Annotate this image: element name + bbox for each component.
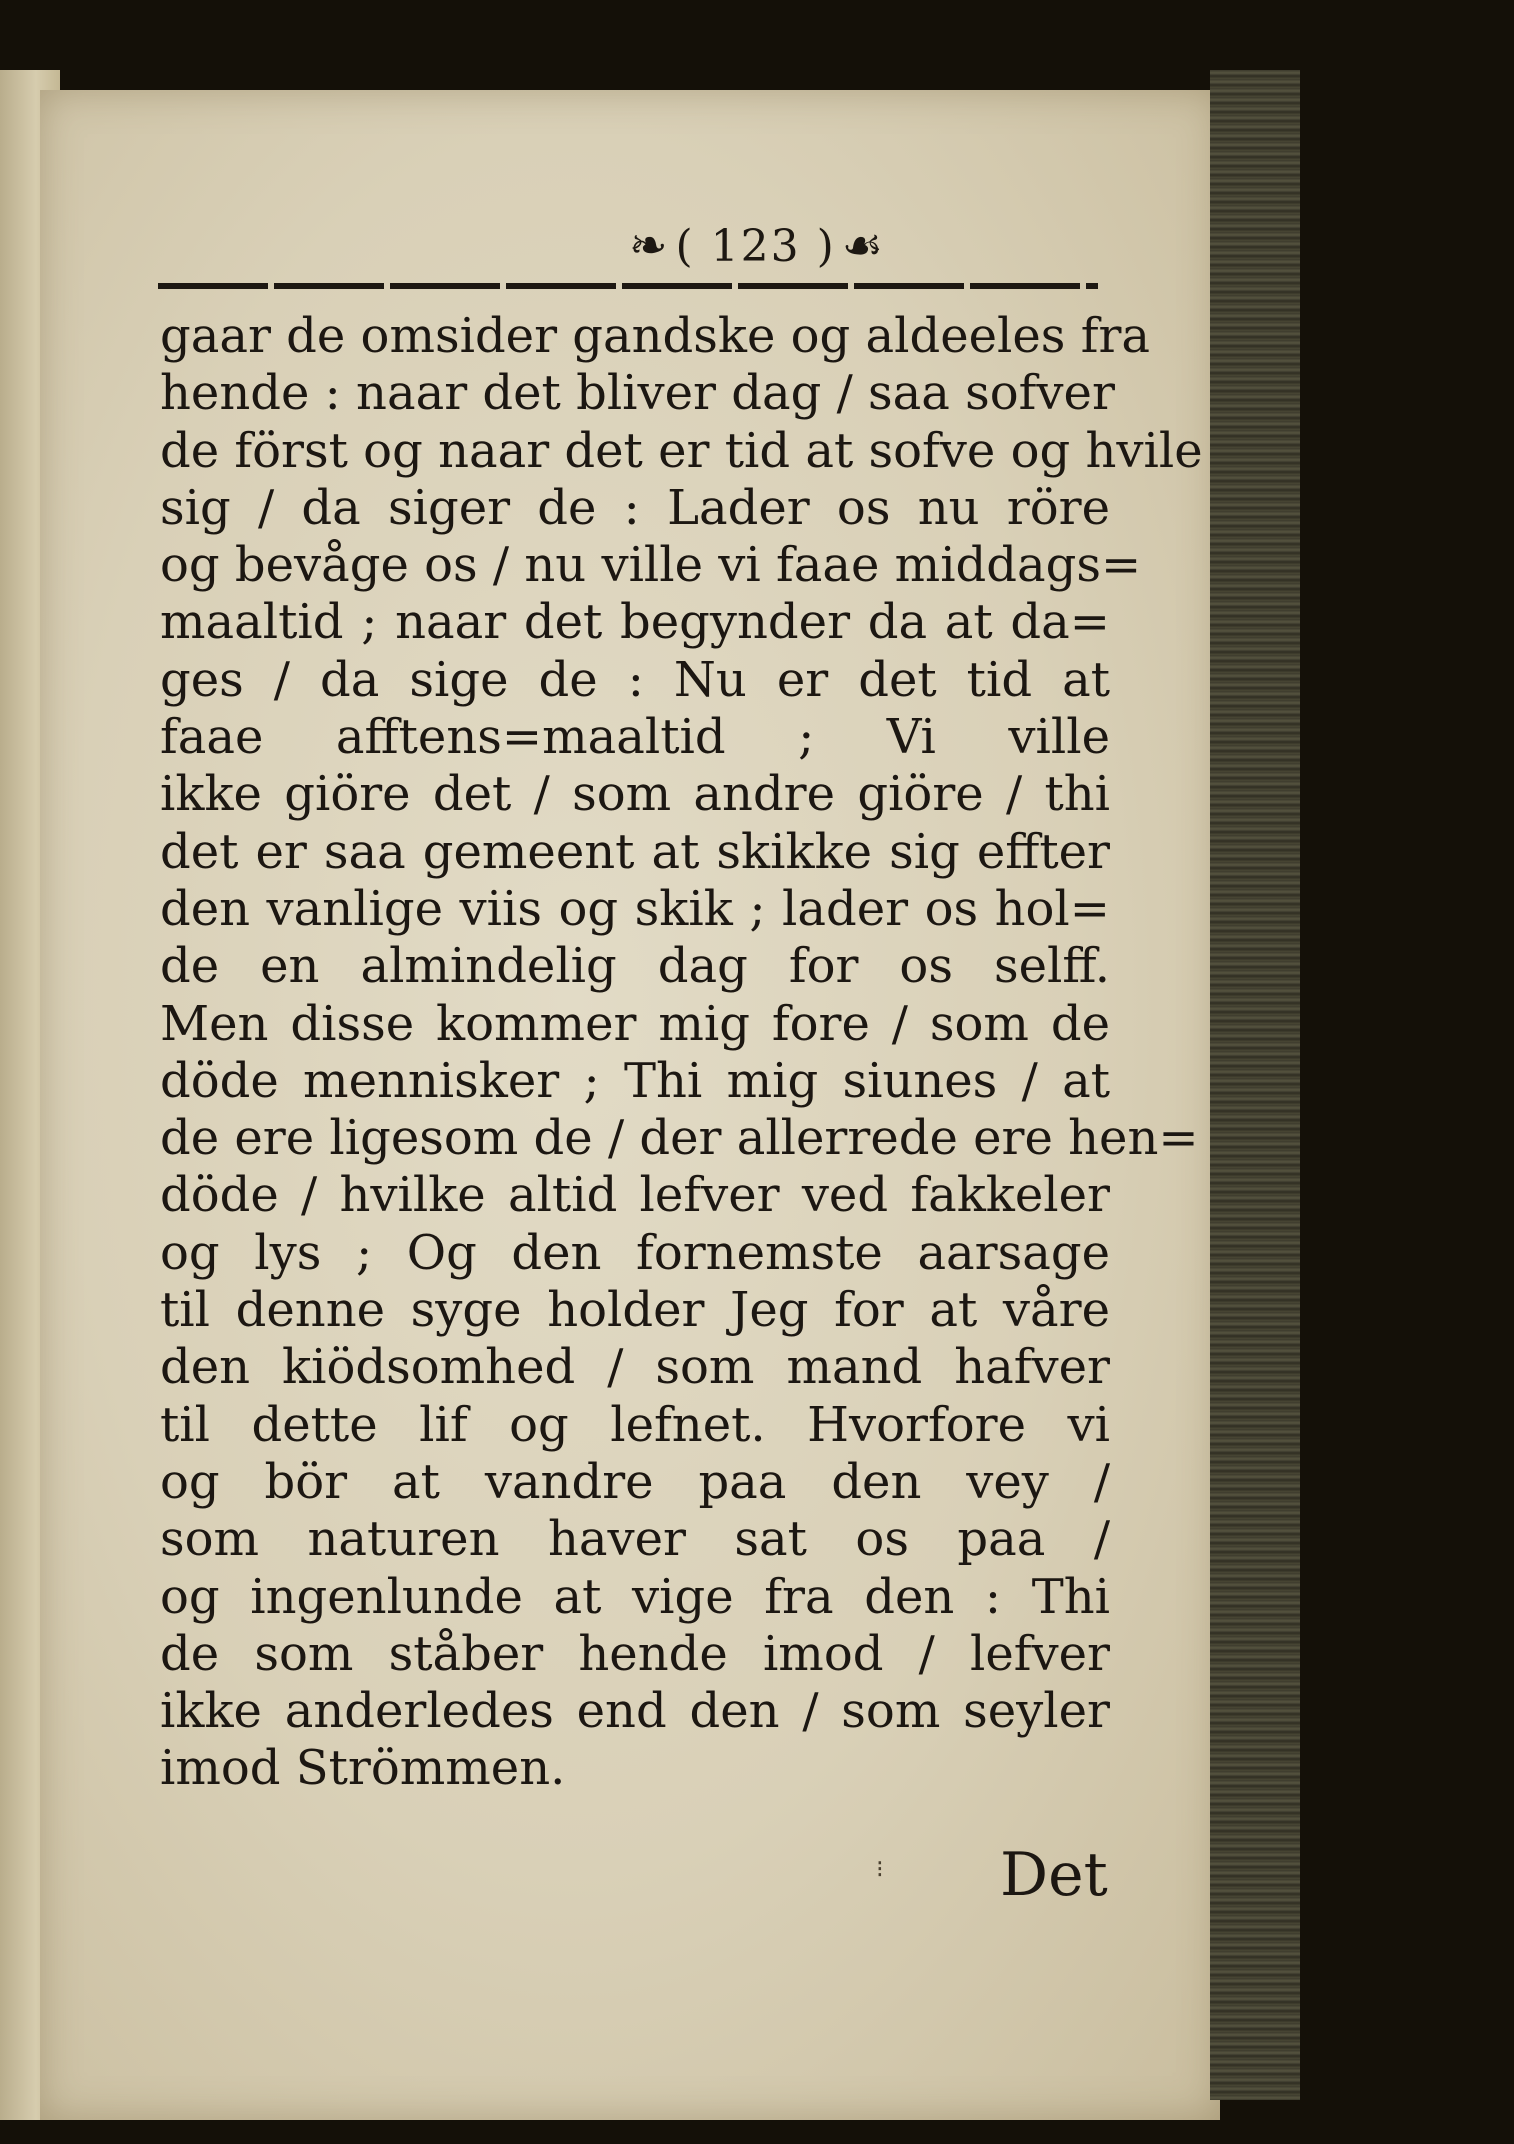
header-ornament-left: ❧: [628, 218, 670, 272]
text-line: döde / hvilke altid lefver ved fakkeler: [160, 1167, 1110, 1224]
text-line: det er saa gemeent at skikke sig effter: [160, 823, 1110, 880]
text-line: til dette lif og lefnet. Hvorfore vi: [160, 1396, 1110, 1453]
text-line: de ere ligesom de / der allerrede ere hen=: [160, 1110, 1199, 1167]
text-line: og bör at vandre paa den vey /: [160, 1453, 1110, 1510]
text-line: og ingenlunde at vige fra den : Thi: [160, 1568, 1110, 1625]
ink-speck: ⁝: [876, 1855, 884, 1883]
text-line: döde mennisker ; Thi mig siunes / at: [160, 1052, 1110, 1109]
body-text: [160, 308, 1203, 1798]
text-line: ikke giöre det / som andre giöre / thi: [160, 766, 1110, 823]
text-line: og lys ; Og den fornemste aarsage: [160, 1224, 1110, 1281]
text-line: Men disse kommer mig fore / som de: [160, 995, 1110, 1052]
catchword: Det: [1000, 1840, 1108, 1910]
text-line: maaltid ; naar det begynder da at da=: [160, 594, 1110, 651]
page-number: ( 123 ): [675, 221, 836, 272]
page-header: [0, 218, 1514, 278]
text-line: den kiödsomhed / som mand hafver: [160, 1339, 1110, 1396]
header-ornament-right: ☙: [841, 218, 886, 272]
text-line: til denne syge holder Jeg for at våre: [160, 1282, 1110, 1339]
text-line: hende : naar det bliver dag / saa sofver: [160, 365, 1115, 422]
text-line: ikke anderledes end den / som seyler: [160, 1683, 1110, 1740]
text-line: som naturen haver sat os paa /: [160, 1511, 1110, 1568]
text-line: de först og naar det er tid at sofve og hvile: [160, 422, 1203, 479]
text-line: og bevåge os / nu ville vi faae middags=: [160, 537, 1142, 594]
text-line: imod Strömmen.: [160, 1740, 566, 1797]
text-line: sig / da siger de : Lader os nu röre: [160, 479, 1110, 536]
text-line: gaar de omsider gandske og aldeeles fra: [160, 308, 1151, 364]
text-line: de som ståber hende imod / lefver: [160, 1625, 1110, 1682]
text-line: faae afftens=maaltid ; Vi ville: [160, 709, 1110, 766]
text-line: de en almindelig dag for os selff.: [160, 938, 1110, 995]
text-line: ges / da sige de : Nu er det tid at: [160, 651, 1110, 708]
header-rule: [158, 283, 1098, 289]
text-line: den vanlige viis og skik ; lader os hol=: [160, 880, 1110, 937]
page-edge-binding: [1210, 70, 1300, 2100]
